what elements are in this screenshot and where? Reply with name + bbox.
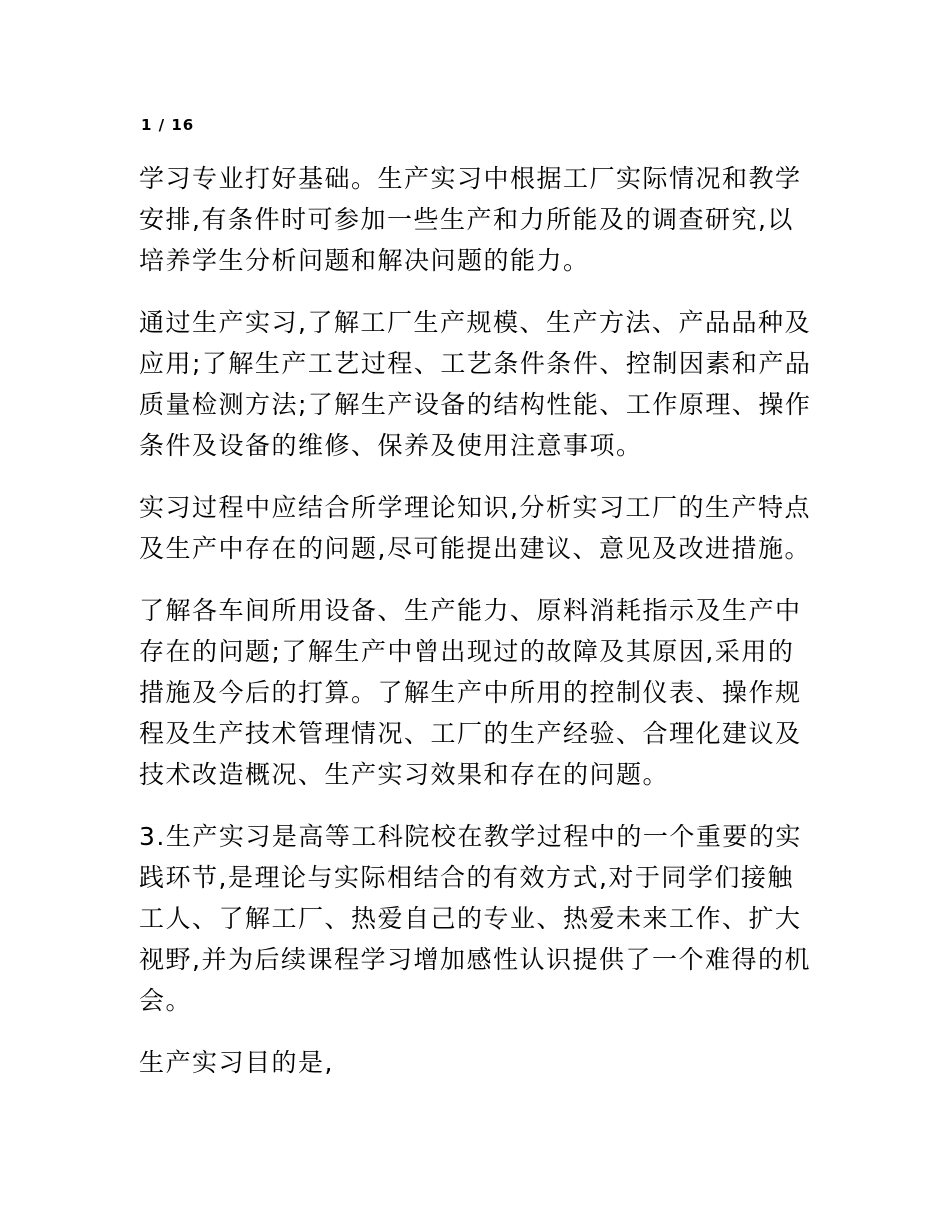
paragraph: 通过生产实习,了解工厂生产规模、生产方法、产品品种及应用;了解生产工艺过程、工艺条件条件、控制因素和产品质量检测方法;了解生产设备的结构性能、工作原理、操作条件及设备的维修、保养及使用注意事项。 <box>139 308 812 460</box>
page-number: 1 / 16 <box>141 116 195 134</box>
paragraph: 了解各车间所用设备、生产能力、原料消耗指示及生产中存在的问题;了解生产中曾出现过的故障及其原因,采用的措施及今后的打算。了解生产中所用的控制仪表、操作规程及生产技术管理情况、工厂的生产经验、合理化建议及技术改造概况、生产实习效果和存在的问题。 <box>139 596 802 789</box>
paragraph: 实习过程中应结合所学理论知识,分析实习工厂的生产特点及生产中存在的问题,尽可能提出建议、意见及改进措施。 <box>139 493 811 563</box>
paragraph: 生产实习目的是, <box>139 1048 334 1077</box>
paragraph: 3.生产实习是高等工科院校在教学过程中的一个重要的实践环节,是理论与实际相结合的有效方式,对于同学们接触工人、了解工厂、热爱自己的专业、热爱未来工作、扩大视野,并为后续课程学习增加感性认识提供了一个难得的机会。 <box>139 822 811 1015</box>
paragraph: 学习专业打好基础。生产实习中根据工厂实际情况和教学安排,有条件时可参加一些生产和力所能及的调查研究,以培养学生分析问题和解决问题的能力。 <box>139 164 802 275</box>
document-body <box>139 158 819 1104</box>
